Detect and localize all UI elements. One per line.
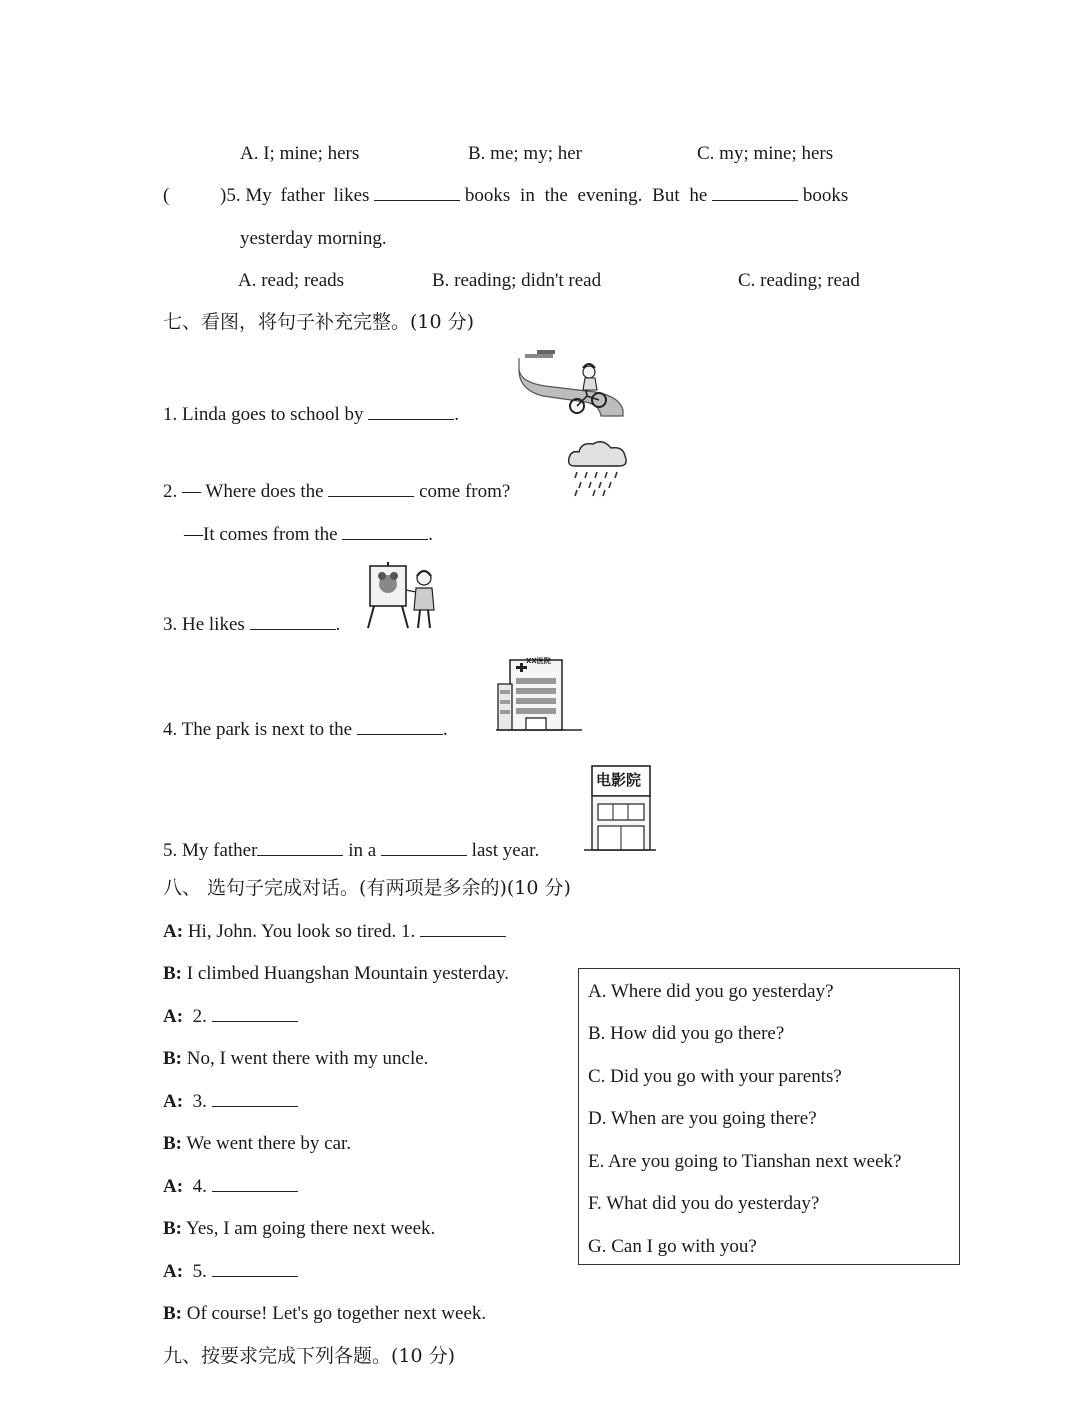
s7-s5-mid: in a	[348, 840, 377, 861]
speaker-a: A:	[163, 1261, 184, 1282]
s7-s4-text: 4. The park is next to the	[163, 719, 353, 740]
dialog-line-10	[163, 1304, 486, 1323]
dialog-line-4	[163, 1049, 428, 1068]
speaker-b: B:	[163, 1048, 182, 1069]
speaker-a: A:	[163, 921, 184, 942]
q5-answer-paren[interactable]	[163, 186, 169, 205]
s7-s2b-text: —It comes from the	[184, 524, 338, 545]
dialog-line-2	[163, 964, 509, 983]
rain-cloud-picture	[565, 438, 629, 498]
q5-option-b: B. reading; didn't read	[432, 270, 602, 291]
dialog-text: 3.	[192, 1091, 207, 1112]
s7-s2-blank[interactable]	[328, 482, 414, 497]
s7-s1-blank[interactable]	[368, 405, 454, 420]
q5-part3: books	[802, 185, 849, 206]
section7-title: 七、看图，将句子补充完整。(10 分)	[163, 311, 475, 333]
s7-s3-blank[interactable]	[250, 615, 336, 630]
dialog-line-5	[163, 1092, 298, 1111]
s7-s5-text: 5. My father	[163, 840, 258, 861]
q4-option-c: C. my; mine; hers	[697, 143, 834, 164]
speaker-b: B:	[163, 1303, 182, 1324]
option-e: E. Are you going to Tianshan next week?	[588, 1151, 902, 1172]
option-c: C. Did you go with your parents?	[588, 1066, 842, 1087]
speaker-a: A:	[163, 1176, 184, 1197]
dialog-text: Hi, John. You look so tired. 1.	[187, 921, 416, 942]
hospital-sign: XX医院	[526, 657, 551, 665]
girl-riding-bike-picture	[515, 350, 627, 418]
s7-s5-post: last year.	[471, 840, 540, 861]
dialog-text: No, I went there with my uncle.	[186, 1048, 429, 1069]
s7-sentence-2b	[184, 525, 433, 544]
dialog-blank-5[interactable]	[212, 1262, 298, 1277]
section8-title: 八、 选句子完成对话。(有两项是多余的)(10 分)	[163, 877, 571, 899]
s7-sentence-5	[163, 841, 539, 860]
dialog-text: Of course! Let's go together next week.	[186, 1303, 487, 1324]
speaker-a: A:	[163, 1006, 184, 1027]
s7-s5-blank-2[interactable]	[381, 841, 467, 856]
q5-part2: books in the evening. But he	[464, 185, 708, 206]
dialog-blank-1[interactable]	[420, 922, 506, 937]
s7-sentence-2	[163, 482, 510, 501]
hospital-building-icon	[496, 656, 582, 732]
cinema-sign: 电影院	[596, 771, 642, 789]
s7-s2b-blank[interactable]	[342, 525, 428, 540]
dialog-line-8	[163, 1219, 435, 1238]
boy-painting-picture	[364, 560, 440, 632]
option-b: B. How did you go there?	[588, 1023, 785, 1044]
dialog-text: I climbed Huangshan Mountain yesterday.	[186, 963, 509, 984]
dialog-line-6	[163, 1134, 351, 1153]
hospital-picture	[496, 656, 582, 732]
s7-sentence-1	[163, 405, 459, 424]
dialog-blank-2[interactable]	[212, 1007, 298, 1022]
s7-s4-blank[interactable]	[357, 720, 443, 735]
speaker-b: B:	[163, 1218, 182, 1239]
option-a: A. Where did you go yesterday?	[588, 981, 834, 1002]
dialog-text: 4.	[192, 1176, 207, 1197]
s7-s3-period: .	[335, 614, 341, 635]
dialog-text: We went there by car.	[186, 1133, 352, 1154]
option-f: F. What did you do yesterday?	[588, 1193, 820, 1214]
dialog-blank-3[interactable]	[212, 1092, 298, 1107]
section9-title: 九、按要求完成下列各题。(10 分)	[163, 1345, 456, 1367]
option-g: G. Can I go with you?	[588, 1236, 757, 1257]
speaker-a: A:	[163, 1091, 184, 1112]
s7-s2b-period: .	[428, 524, 434, 545]
q4-option-a: A. I; mine; hers	[240, 143, 360, 164]
speaker-b: B:	[163, 963, 182, 984]
dialog-text: Yes, I am going there next week.	[186, 1218, 436, 1239]
q5-option-a: A. read; reads	[238, 270, 345, 291]
s7-s1-text: 1. Linda goes to school by	[163, 404, 364, 425]
q5-stem	[220, 186, 848, 205]
q5-blank-1[interactable]	[374, 186, 460, 201]
cinema-picture	[584, 764, 656, 854]
dialog-blank-4[interactable]	[212, 1177, 298, 1192]
dialog-text: 5.	[192, 1261, 207, 1282]
s7-sentence-4	[163, 720, 448, 739]
dialog-line-7	[163, 1177, 298, 1196]
q5-paren-open: (	[163, 185, 170, 206]
s7-s2-post: come from?	[419, 481, 511, 502]
s7-s2-text: 2. — Where does the	[163, 481, 324, 502]
q5-number: 5.	[226, 185, 241, 206]
s7-sentence-3	[163, 615, 340, 634]
s7-s1-period: .	[454, 404, 460, 425]
s7-s5-blank-1[interactable]	[257, 841, 343, 856]
q5-blank-2[interactable]	[712, 186, 798, 201]
q5-part1: My father likes	[245, 185, 370, 206]
q5-paren-close: )	[220, 185, 227, 206]
s7-s3-text: 3. He likes	[163, 614, 245, 635]
q5-option-c: C. reading; read	[738, 270, 860, 291]
dialog-line-9	[163, 1262, 298, 1281]
s7-s4-period: .	[442, 719, 448, 740]
q4-option-b: B. me; my; her	[468, 143, 582, 164]
q5-line2: yesterday morning.	[240, 228, 387, 249]
dialog-text: 2.	[192, 1006, 207, 1027]
dialog-line-1	[163, 922, 506, 941]
dialog-line-3	[163, 1007, 298, 1026]
speaker-b: B:	[163, 1133, 182, 1154]
option-d: D. When are you going there?	[588, 1108, 817, 1129]
